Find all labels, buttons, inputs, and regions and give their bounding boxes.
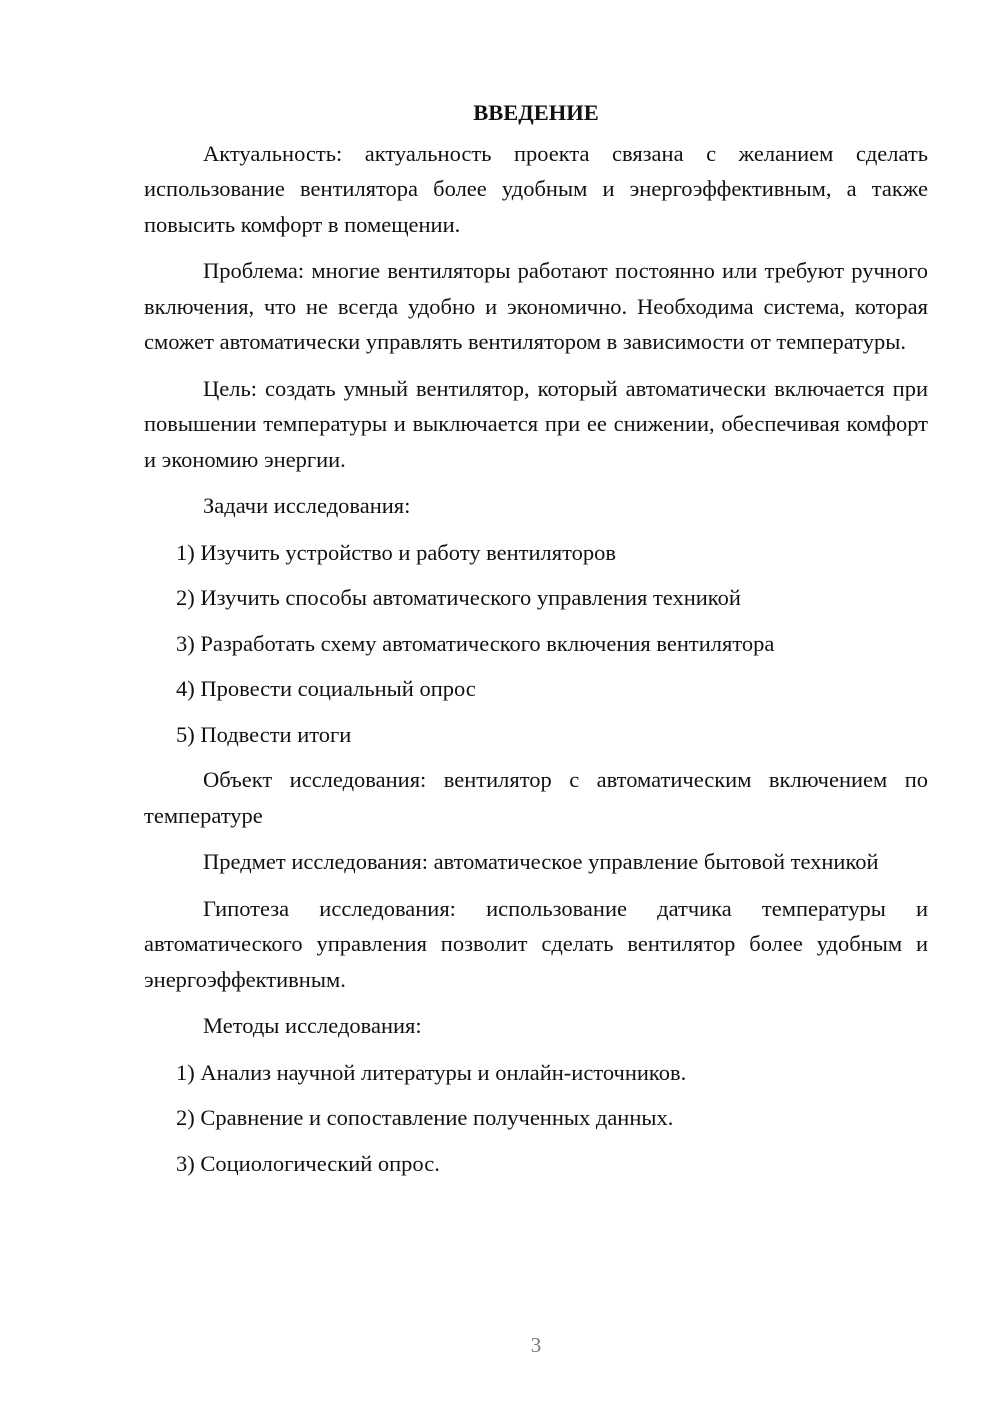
hypothesis-paragraph: Гипотеза исследования: использование датчика температуры и автоматического управления позволит сделать вентилятор более удобным и энергоэффективным. [144, 895, 928, 992]
relevance-paragraph: Актуальность: актуальность проекта связана с желанием сделать использование вентилятора более удобным и энергоэффективным, а также повысить комфорт в помещении. [144, 140, 928, 237]
page-content [144, 95, 928, 1191]
method-item: 1) Анализ научной литературы и онлайн-источников. [176, 1059, 687, 1085]
methods-list [144, 1055, 928, 1182]
page-number: 3 [530, 1333, 542, 1357]
object-paragraph: Объект исследования: вентилятор с автоматическим включением по температуре [144, 767, 928, 828]
task-item: 1) Изучить устройство и работу вентиляторов [176, 539, 617, 565]
task-item: 4) Провести социальный опрос [176, 676, 476, 701]
goal-paragraph: Цель: создать умный вентилятор, который автоматически включается при повышении температуры и выключается при ее снижении, обеспечивая комфорт и экономию энергии. [144, 375, 928, 472]
task-item: 5) Подвести итоги [176, 721, 352, 747]
method-item: 2) Сравнение и сопоставление полученных данных. [176, 1105, 674, 1130]
task-item: 2) Изучить способы автоматического управления техникой [176, 585, 741, 610]
subject-paragraph: Предмет исследования: автоматическое управление бытовой техникой [203, 849, 879, 874]
methods-heading: Методы исследования: [203, 1013, 422, 1038]
tasks-list [144, 535, 928, 753]
problem-paragraph: Проблема: многие вентиляторы работают постоянно или требуют ручного включения, что не всегда удобно и экономично. Необходима система, которая сможет автоматически управлять вентилятором в зависимости от температуры. [144, 258, 928, 354]
section-title: ВВЕДЕНИЕ [473, 100, 599, 125]
tasks-heading: Задачи исследования: [203, 493, 411, 518]
task-item: 3) Разработать схему автоматического включения вентилятора [176, 630, 775, 656]
method-item: 3) Социологический опрос. [176, 1150, 440, 1176]
